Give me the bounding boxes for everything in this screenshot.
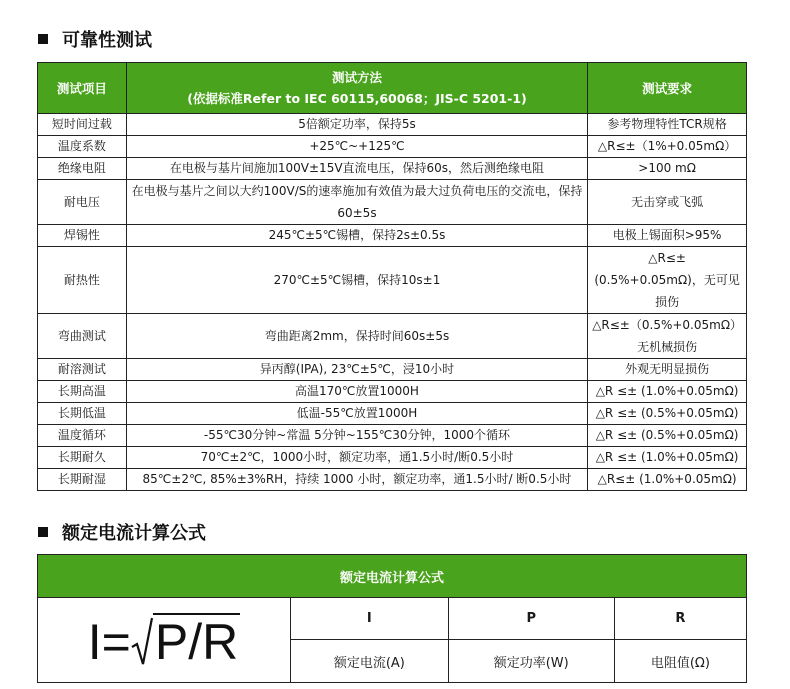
row-method: -55℃30分钟~常温 5分钟~155℃30分钟，1000个循环 — [126, 425, 587, 447]
table-row — [38, 469, 747, 491]
header-requirement: 测试要求 — [588, 63, 747, 114]
table-row — [38, 136, 747, 158]
formula-header: 额定电流计算公式 — [38, 555, 747, 598]
row-requirement: 参考物理特性TCR规格 — [588, 114, 747, 136]
table-row — [38, 381, 747, 403]
row-item: 耐热性 — [38, 247, 127, 314]
square-bullet-icon — [38, 34, 48, 44]
desc-current: 额定电流(A) — [291, 640, 449, 683]
symbol-i: I — [291, 598, 449, 640]
symbol-p: P — [448, 598, 614, 640]
header-method-line2: (依据标准Refer to IEC 60115,60068；JIS-C 5201-1) — [187, 91, 527, 106]
formula-lhs: I= — [87, 614, 131, 670]
table-row — [38, 425, 747, 447]
square-bullet-icon — [38, 527, 48, 537]
header-item: 测试项目 — [38, 63, 127, 114]
row-method: 在电极与基片间施加100V±15V直流电压，保持60s，然后测绝缘电阻 — [126, 158, 587, 180]
row-requirement: △R≤±（1%+0.05mΩ） — [588, 136, 747, 158]
row-item: 耐溶测试 — [38, 359, 127, 381]
header-method — [126, 63, 587, 114]
desc-resistance: 电阻值(Ω) — [614, 640, 746, 683]
row-requirement: △R ≤± (0.5%+0.05mΩ) — [588, 425, 747, 447]
row-requirement: △R≤± (0.5%+0.05mΩ)，无可见损伤 — [588, 247, 747, 314]
header-method-line1: 测试方法 — [331, 70, 382, 85]
formula-table — [37, 554, 747, 683]
row-item: 长期耐湿 — [38, 469, 127, 491]
current-formula — [87, 613, 240, 670]
row-method: +25℃~+125℃ — [126, 136, 587, 158]
row-requirement: △R ≤± (1.0%+0.05mΩ) — [588, 381, 747, 403]
square-root-icon — [131, 613, 240, 670]
row-requirement: >100 mΩ — [588, 158, 747, 180]
row-requirement: 电极上锡面积>95% — [588, 225, 747, 247]
row-item: 弯曲测试 — [38, 314, 127, 359]
row-item: 绝缘电阻 — [38, 158, 127, 180]
row-requirement: △R ≤± (1.0%+0.05mΩ) — [588, 447, 747, 469]
row-item: 耐电压 — [38, 180, 127, 225]
row-method: 高温170℃放置1000H — [126, 381, 587, 403]
row-requirement: 外观无明显损伤 — [588, 359, 747, 381]
table-row — [38, 403, 747, 425]
row-method: 70℃±2℃，1000小时，额定功率，通1.5小时/断0.5小时 — [126, 447, 587, 469]
reliability-section-title — [38, 26, 152, 52]
formula-section-title — [38, 519, 206, 545]
row-method: 5倍额定功率，保持5s — [126, 114, 587, 136]
formula-title-text: 额定电流计算公式 — [62, 523, 206, 544]
table-row — [38, 180, 747, 225]
row-item: 长期耐久 — [38, 447, 127, 469]
table-header-row — [38, 63, 747, 114]
row-requirement: 无击穿或飞弧 — [588, 180, 747, 225]
row-item: 长期低温 — [38, 403, 127, 425]
row-method: 270℃±5℃锡槽，保持10s±1 — [126, 247, 587, 314]
row-requirement: △R ≤± (0.5%+0.05mΩ) — [588, 403, 747, 425]
table-row — [38, 158, 747, 180]
row-method: 低温-55℃放置1000H — [126, 403, 587, 425]
table-row — [38, 314, 747, 359]
symbol-r: R — [614, 598, 746, 640]
row-method: 245℃±5℃锡槽，保持2s±0.5s — [126, 225, 587, 247]
table-row — [38, 247, 747, 314]
row-item: 短时间过载 — [38, 114, 127, 136]
reliability-table — [37, 62, 747, 491]
row-method: 弯曲距离2mm，保持时间60s±5s — [126, 314, 587, 359]
table-row — [38, 447, 747, 469]
table-row — [38, 359, 747, 381]
formula-cell — [38, 598, 291, 683]
row-method: 85℃±2℃, 85%±3%RH，持续 1000 小时，额定功率，通1.5小时/ 断0.5小时 — [126, 469, 587, 491]
row-requirement: △R≤±（0.5%+0.05mΩ）无机械损伤 — [588, 314, 747, 359]
row-item: 温度系数 — [38, 136, 127, 158]
row-item: 温度循环 — [38, 425, 127, 447]
row-item: 长期高温 — [38, 381, 127, 403]
table-row — [38, 225, 747, 247]
row-requirement: △R≤± (1.0%+0.05mΩ) — [588, 469, 747, 491]
row-item: 焊锡性 — [38, 225, 127, 247]
row-method: 在电极与基片之间以大约100V/S的速率施加有效值为最大过负荷电压的交流电，保持60±5s — [126, 180, 587, 225]
reliability-title-text: 可靠性测试 — [62, 30, 152, 51]
desc-power: 额定功率(W) — [448, 640, 614, 683]
row-method: 异丙醇(IPA), 23℃±5℃，浸10小时 — [126, 359, 587, 381]
formula-radicand: P/R — [154, 614, 239, 670]
table-row — [38, 114, 747, 136]
